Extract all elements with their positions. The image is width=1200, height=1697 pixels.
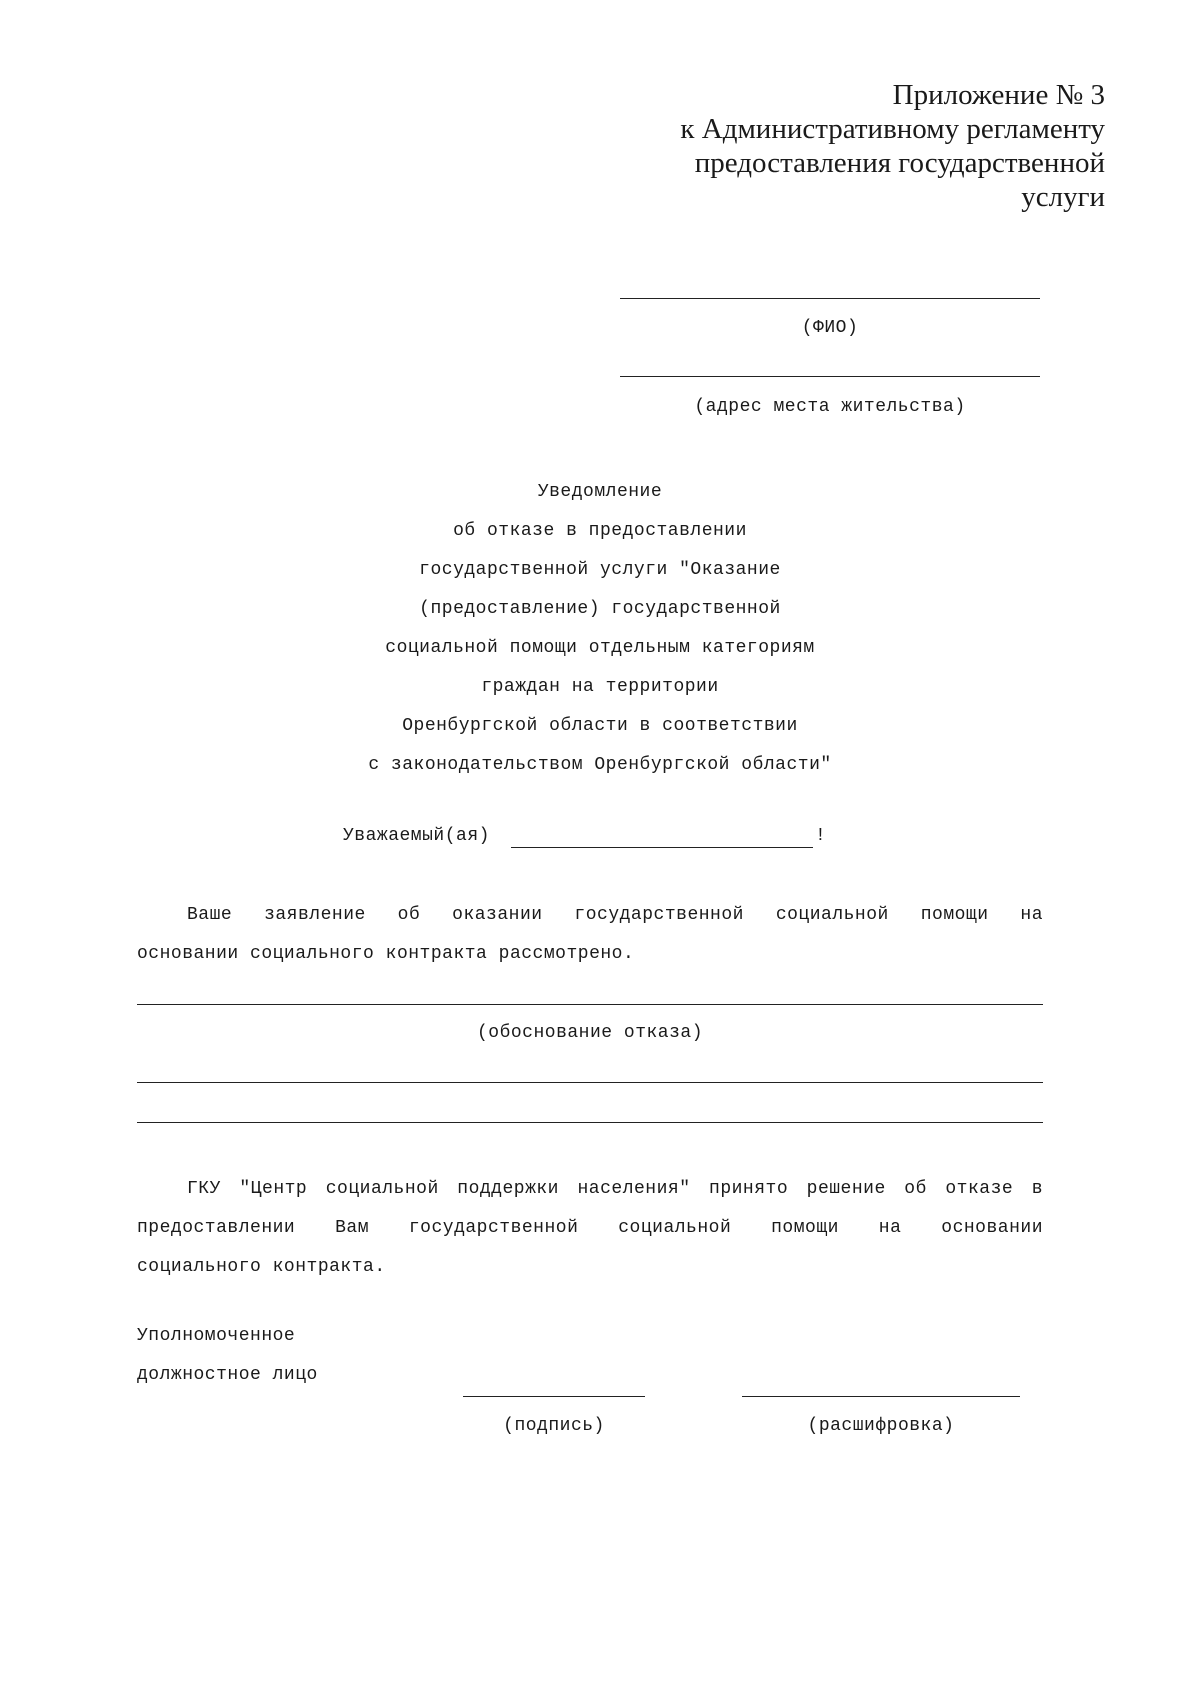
paragraph-line: ГКУ "Центр социальной поддержки населения" принято решение об отказе в	[187, 1179, 1043, 1199]
decision-paragraph	[137, 1170, 1043, 1287]
address-line[interactable]	[620, 376, 1040, 377]
reason-line-2[interactable]	[137, 1082, 1043, 1083]
appendix-regulation: к Административному регламенту	[680, 113, 1105, 145]
application-paragraph	[137, 896, 1043, 974]
title-line: Уведомление	[537, 482, 663, 502]
appendix-header	[545, 78, 1105, 214]
decode-caption: (расшифровка)	[807, 1416, 955, 1436]
signature-line[interactable]	[463, 1396, 645, 1397]
address-caption: (адрес места жительства)	[694, 397, 966, 417]
official-label-line2: должностное лицо	[137, 1365, 318, 1385]
paragraph-line: социального контракта.	[137, 1257, 386, 1277]
greeting-label: Уважаемый(ая)	[343, 826, 490, 846]
paragraph-line: Ваше заявление об оказании государственной социальной помощи на	[187, 905, 1043, 925]
paragraph-line: предоставлении Вам государственной социальной помощи на основании	[137, 1218, 1043, 1238]
decode-line[interactable]	[742, 1396, 1020, 1397]
appendix-number: Приложение № 3	[892, 79, 1105, 111]
title-line: (предоставление) государственной	[419, 599, 781, 619]
title-line: Оренбургской области в соответствии	[402, 716, 798, 736]
reason-line-1[interactable]	[137, 1004, 1043, 1005]
reason-line-3[interactable]	[137, 1122, 1043, 1123]
appendix-provision: предоставления государственной	[694, 147, 1105, 179]
greeting-name-line[interactable]	[511, 847, 813, 848]
appendix-service: услуги	[1021, 181, 1105, 213]
signature-caption: (подпись)	[503, 1416, 605, 1436]
title-line: с законодательством Оренбургской области"	[368, 755, 832, 775]
fio-line[interactable]	[620, 298, 1040, 299]
notice-title	[200, 473, 1000, 785]
title-line: об отказе в предоставлении	[453, 521, 747, 541]
reason-caption: (обоснование отказа)	[476, 1023, 704, 1043]
paragraph-line: основании социального контракта рассмотрено.	[137, 944, 635, 964]
greeting-end: !	[815, 826, 827, 846]
title-line: государственной услуги "Оказание	[419, 560, 781, 580]
title-line: социальной помощи отдельным категориям	[385, 638, 815, 658]
fio-caption: (ФИО)	[801, 318, 859, 338]
title-line: граждан на территории	[481, 677, 719, 697]
official-label-line1: Уполномоченное	[137, 1326, 296, 1346]
